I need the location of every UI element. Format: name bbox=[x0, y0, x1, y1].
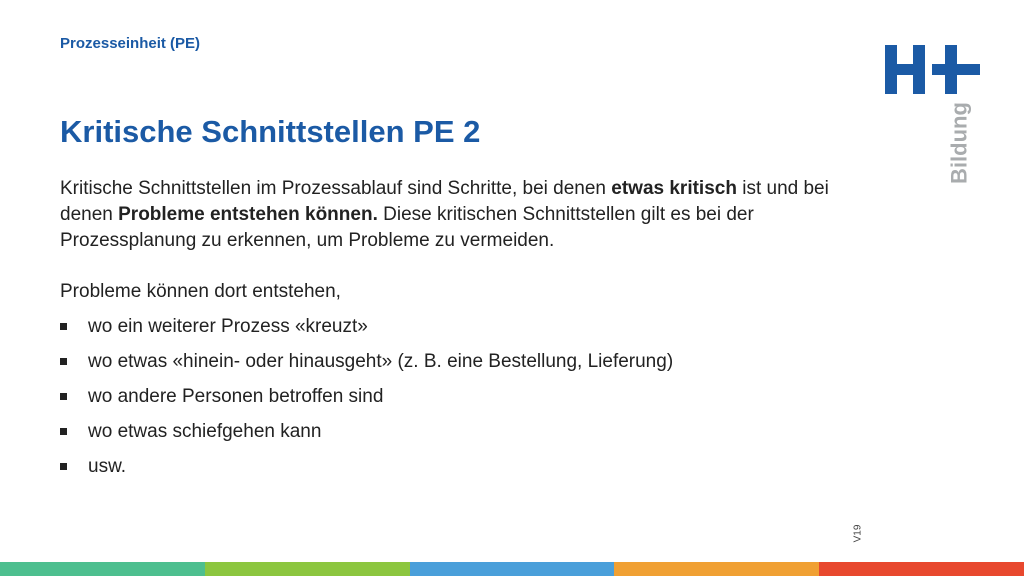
bullet-text: wo etwas «hinein- oder hinausgeht» (z. B. eine Bestellung, Lieferung) bbox=[88, 351, 674, 372]
bullet-item bbox=[60, 419, 673, 454]
bullet-text: usw. bbox=[88, 456, 127, 477]
stripe-segment-orange bbox=[614, 562, 819, 576]
bullet-text: wo etwas schiefgehen kann bbox=[88, 421, 322, 442]
intro-text-2: ist und bei denen bbox=[60, 178, 829, 225]
logo-wordmark bbox=[946, 100, 972, 185]
bullet-item bbox=[60, 454, 673, 489]
stripe-segment-green bbox=[0, 562, 205, 576]
bullet-item bbox=[60, 314, 673, 349]
stripe-segment-blue bbox=[410, 562, 615, 576]
stripe-segment-red bbox=[819, 562, 1024, 576]
intro-bold-2: Probleme entstehen können. bbox=[118, 204, 378, 225]
stripe-segment-lime bbox=[205, 562, 410, 576]
bullet-text: wo ein weiterer Prozess «kreuzt» bbox=[88, 316, 368, 337]
square-bullet-icon bbox=[60, 393, 67, 400]
intro-text-3: Diese kritischen Schnittstellen gilt es bei der Prozessplanung zu erkennen, um Probleme zu vermeiden. bbox=[60, 204, 754, 251]
lead-text: Probleme können dort entstehen, bbox=[60, 281, 341, 302]
intro-paragraph bbox=[60, 176, 840, 254]
intro-text-1: Kritische Schnittstellen im Prozessablauf sind Schritte, bei denen bbox=[60, 178, 612, 199]
square-bullet-icon bbox=[60, 463, 67, 470]
square-bullet-icon bbox=[60, 428, 67, 435]
square-bullet-icon bbox=[60, 358, 67, 365]
square-bullet-icon bbox=[60, 323, 67, 330]
bullet-item bbox=[60, 349, 673, 384]
logo-word-bildung: Bildung bbox=[946, 102, 972, 184]
intro-bold-1: etwas kritisch bbox=[611, 178, 737, 199]
bullet-text: wo andere Personen betroffen sind bbox=[88, 386, 384, 407]
version-label: V19 bbox=[852, 524, 864, 543]
bullet-item bbox=[60, 384, 673, 419]
slide-title: Kritische Schnittstellen PE 2 bbox=[60, 114, 481, 149]
bullet-list bbox=[60, 314, 673, 489]
footer-color-stripe bbox=[0, 562, 1024, 576]
section-label: Prozesseinheit (PE) bbox=[60, 35, 201, 52]
